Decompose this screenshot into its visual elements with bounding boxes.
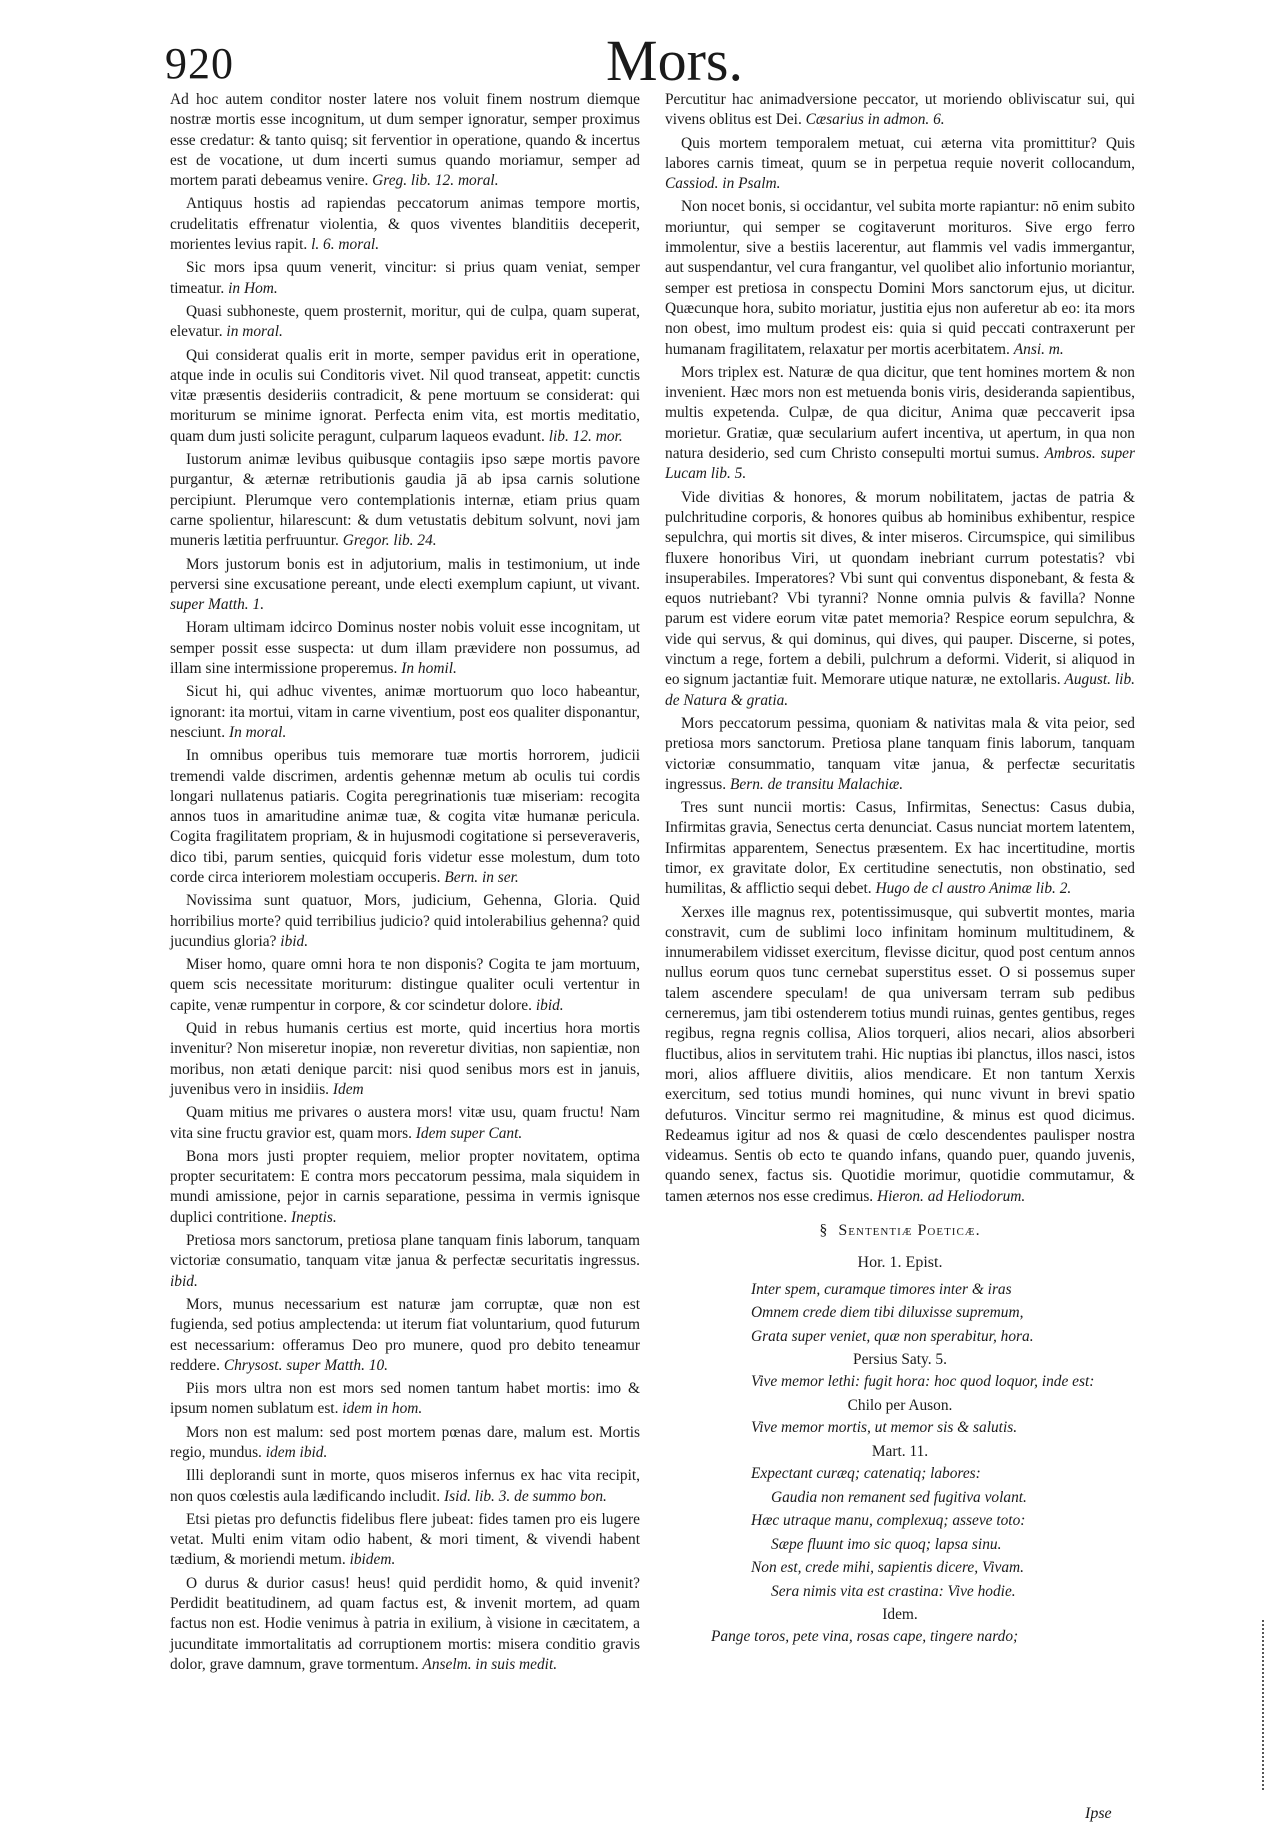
citation: idem in hom.: [342, 1400, 423, 1418]
verse-line: Sæpe fluunt imo sic quoq; lapsa sinu.: [771, 1535, 1002, 1553]
poetry-source: Mart. 11.: [871, 1442, 929, 1460]
paragraph-text: Mors non est malum: sed post mortem pœnas dare, malum est. Mortis regio, mundus.: [170, 1423, 640, 1461]
paragraph-text: Illi deplorandi sunt in morte, quos miseros infernus ex hac vita recipit, non quos cœlestis aula lædificando includit.: [170, 1467, 640, 1505]
paragraph-text: Non nocet bonis, si occidantur, vel subita morte rapiantur: nō enim subito moriuntur, qui semper se cogitaverunt morituros. Sive ergo ferro immolentur, sive a bestiis lacerentur, aut flammis vel vadis immergantur, aut suspendantur, vel cura frangantur, vel quolibet alio infortunio moriantur, semper est pretiosa in conspectu Domini Mors sanctorum ejus, ut dicitur. Quæcunque hora, subito moriatur, justitia ejus non auferetur ab eo: ita mors non obest, imo multum prodest eis: quia si quid peccati contraxerunt per humanam fragilitatem, relaxatur per mortis acerbitatem.: [665, 198, 1135, 358]
citation: ibid.: [170, 1272, 198, 1290]
paragraph-text: Novissima sunt quatuor, Mors, judicium, Gehenna, Gloria. Quid horribilius morte? quid terribilius judicio? quid intolerabilius gehenna? quid jucundius gloria?: [170, 892, 640, 950]
paragraph-text: O durus & durior casus! heus! quid perdidit homo, & quid invenit? Perdidit beatitudinem, ad quam factus est, & invenit mortem, ad quam factus non est. Hodie venimus à patria in exilium, à visione in cæcitatem, a jucunditate immortalitatis ad corruptionem mortis: misera conditio gravis dolor, grave damnum, grave tormentum.: [170, 1574, 640, 1673]
right-column: [665, 90, 1135, 1651]
citation: In moral.: [229, 723, 287, 741]
paragraph: [170, 302, 640, 343]
paragraph-text: Miser homo, quare omni hora te non disponis? Cogita te jam mortuum, quem scis necessitate moriturum: distingue qualiter oculi vertentur in capite, venæ rumpentur in corpore, & cor scindetur dolore.: [170, 956, 640, 1014]
paragraph-text: Etsi pietas pro defunctis fidelibus flere jubeat: fides tamen pro eis lugere vetat. Multi enim vitam odio habent, & mori timent, & vivendi habent tædium, & moriendi metum.: [170, 1510, 640, 1569]
paragraph-text: Qui considerat qualis erit in morte, semper pavidus erit in operatione, atque inde in oculis sui Conditoris vivet. Nil quod transeat, appetit: cunctis vitæ præsentis desideriis contradicit, & pene mortuum se considerat: qui moriturum se minime ignorat. Perfecta enim vita, est mortis meditatio, quam dum justi solicite peragunt, culparum laqueos evadunt.: [170, 346, 640, 445]
paragraph-text: Quid in rebus humanis certius est morte, quid incertius hora mortis invenitur? Non miseretur inopiæ, non reveretur divitias, non sapientiæ, non moribus, non ætati denique parcit: nisi quod senibus mors est in januis, juvenibus vero in insidiis.: [170, 1020, 640, 1098]
paragraph-text: Vide divitias & honores, & morum nobilitatem, jactas de patria & pulchritudine corporis, & honores quibus ab hominibus exhibentur, respice sepulchra, qui mortis sit dives, & inter miseros. Circumspice, qui similibus fluxere honoribus Viri, ut quondam inebriant currum potestatis? vbi insuperabiles. Imperatores? Vbi sunt qui conventus disponebant, & festa & equos nutriebant? Vbi tyranni? Nonne omnia pulvis & favilla? Nonne parum est videre eorum vitæ patet memoria? Respice eorum sepulchra, & vide qui servus, & qui dominus, qui dives, qui pauper. Discerne, si potes, vinctum a rege, fortem a debili, pulchrum a deformi. Viderit, si aliquod in eo signum jactantiæ fuit. Memorare utique naturæ, ne extollaris.: [665, 488, 1135, 689]
citation: Hieron. ad Heliodorum.: [877, 1187, 1026, 1205]
citation: Greg. lib. 12. moral.: [372, 172, 499, 190]
paragraph-text: Pretiosa mors sanctorum, pretiosa plane tanquam finis laborum, tanquam victoriæ consumatio, tanquam vitæ janua & perfectæ securitatis ingressus.: [170, 1232, 640, 1270]
page-edge-bleed: [1262, 1620, 1270, 1790]
paragraph: [665, 363, 1135, 485]
paragraph-text: Quam mitius me privares o austera mors! vitæ usu, quam fructu! Nam vita sine fructu gravior est, quam mors.: [170, 1104, 640, 1142]
paragraph-text: In omnibus operibus tuis memorare tuæ mortis horrorem, judicii tremendi valde discrimen, ardentis gehennæ metum ab oculis tui cordis longari nullatenus patiaris. Cogita peregrinationis tuæ miseriam: recogita annos tuos in amaritudine animæ tuæ, & cogita vitæ humanæ pericula. Cogita fragilitatem propriam, & in hujusmodi cogitatione si perseveraveris, dico tibi, parum senties, quicquid foris videtur esse molestum, dum toto corde circa interiorem molestiam occuperis.: [170, 747, 640, 886]
paragraph-text: Sic mors ipsa quum venerit, vincitur: si prius quam veniat, semper timeatur.: [170, 259, 640, 297]
paragraph: [665, 903, 1135, 1207]
poetry-source: Persius Saty. 5.: [853, 1351, 947, 1369]
poetry-source: Chilo per Auson.: [847, 1396, 953, 1414]
paragraph-text: Mors triplex est. Naturæ de qua dicitur, que tent homines mortem & non invenient. Hæc mors non est metuenda bonis viris, desideranda sapientibus, multis expetenda. Culpæ, de qua dicitur, Anima quæ peccaverit ipsa morietur. Gratiæ, quæ secularium aufert incentiva, ut apertum, in qua non natura desiderio, sed cum Christo consepulti mortui sumus.: [665, 363, 1135, 463]
paragraph-text: Piis mors ultra non est mors sed nomen tantum habet mortis: imo & ipsum nomen sublatum est.: [170, 1380, 640, 1418]
paragraph: [170, 90, 640, 191]
paragraph: [170, 1295, 640, 1376]
paragraph: [170, 1574, 640, 1675]
paragraph-text: Bona mors justi propter requiem, melior propter novitatem, optima propter securitatem: E contra mors peccatorum pessima, mala siquidem in mundi amissione, pejor in carnis separatione, pessima in vermis ignisque duplici contritione.: [170, 1147, 640, 1226]
paragraph-text: Ad hoc autem conditor noster latere nos voluit finem nostrum diemque nostræ mortis esse incognitum, ut dum semper ignoratur, semper proximus esse credatur: & tanto quisq; sit ferventior in operatione, quando & incertus est de vocatione, ut dum incerti sumus quando moriamur, semper ad mortem parati debeamus venire.: [170, 91, 640, 190]
citation: Ansi. m.: [1013, 340, 1064, 358]
verse-line: Expectant curæq; catenatiq; labores:: [751, 1465, 981, 1483]
paragraph: [170, 1510, 640, 1571]
page-number: 920: [165, 39, 234, 88]
verse-line: Vive memor lethi: fugit hora: hoc quod loquor, inde est:: [751, 1373, 1095, 1391]
verse-line: Omnem crede diem tibi diluxisse supremum,: [751, 1304, 1024, 1322]
citation: Idem: [332, 1080, 364, 1098]
citation: August. lib. de Natura & gratia.: [665, 671, 1135, 709]
verse-line: Non est, crede mihi, sapientis dicere, Vivam.: [751, 1559, 1024, 1577]
paragraph: [170, 450, 640, 551]
paragraph: [170, 1466, 640, 1507]
citation: ibid.: [535, 996, 564, 1014]
paragraph: [170, 1103, 640, 1144]
poetry-source: Idem.: [882, 1606, 918, 1624]
paragraph: [170, 1423, 640, 1464]
citation: Cæsarius in admon. 6.: [805, 111, 945, 129]
citation: Cassiod. in Psalm.: [665, 175, 781, 193]
citation: Anselm. in suis medit.: [422, 1655, 558, 1673]
paragraph: [170, 194, 640, 255]
citation: Isid. lib. 3. de summo bon.: [444, 1487, 607, 1505]
citation: in moral.: [226, 323, 283, 341]
paragraph: [170, 555, 640, 616]
paragraph-text: Horam ultimam idcirco Dominus noster nobis voluit esse incognitam, ut semper possit esse suspecta: ut dum illam prævidere non possumus, ad illam sine intermissione properemus.: [170, 619, 640, 678]
paragraph-text: Xerxes ille magnus rex, potentissimusque, qui subvertit montes, maria constravit, cum de sublimi loco infinitam hominum multitudinem, & innumerabilem vidisset exercitum, flevisse dicitur, quod post centum annos nullus eorum quos tunc cernebat superstitus esset. O si possemus super talem ascendere speculam! de qua universam terram sub pedibus cerneremus, jam tibi ostenderem totius mundi ruinas, gentes gentibus, reges regibus, regna regnis collisa, Alios torqueri, alios necari, alios absorberi fluctibus, alios in servitutem trahi. Hic nuptias ibi planctus, illos nasci, istos mori, alios affluere divitiis, alios mendicare. Et non tantum Xerxis exercitum, sed totius mundi homines, qui nunc vivunt in brevi spatio defuturos. Vincitur sermo rei magnitudine, & minus est quod dicimus. Redeamus igitur ad nos & quasi de cœlo descendentes paulisper nostra videamus. Sentis ob ecto te quando infans, quando puer, quando juvenis, quando senex, factus sis. Quotidie morimur, quotidie commutamur, & tamen æternos nos esse credimus.: [665, 903, 1135, 1205]
citation: idem ibid.: [265, 1444, 328, 1461]
citation: ibid.: [280, 932, 309, 950]
citation: l. 6. moral.: [311, 236, 380, 254]
left-column: [170, 90, 640, 1678]
paragraph: [665, 488, 1135, 711]
citation: ibidem.: [349, 1551, 396, 1569]
paragraph: [170, 346, 640, 447]
verse-line: Inter spem, curamque timores inter & iras: [751, 1280, 1012, 1298]
paragraph: [170, 1379, 640, 1420]
paragraph: [170, 955, 640, 1016]
citation: In homil.: [401, 660, 457, 678]
paragraph-text: Mors peccatorum pessima, quoniam & nativitas mala & vita peior, sed pretiosa mors sanctorum. Pretiosa plane tanquam finis laborum, tanquam victoriæ consummatio, tanquam vitæ janua, & perfectæ securitatis ingressus.: [665, 714, 1135, 793]
section-title: Sententiæ Poeticæ.: [838, 1222, 981, 1240]
verse-line: Gaudia non remanent sed fugitiva volant.: [771, 1488, 1027, 1506]
verse-line: Vive memor mortis, ut memor sis & salutis.: [751, 1419, 1018, 1437]
paragraph-text: Mors, munus necessarium est naturæ jam corruptæ, quæ non est fugienda, sed potius amplectenda: ut iterum fiat voluntarium, quod futurum est necessarium: offeramus Deo pro munere, quod pro debito teneamur reddere.: [170, 1295, 640, 1374]
citation: Ambros. super Lucam lib. 5.: [665, 445, 1135, 483]
citation: Bern. in ser.: [444, 868, 519, 886]
paragraph-text: Iustorum animæ levibus quibusque contagiis ipso sæpe mortis pavore purgantur, & æternæ retributionis gaudia jā ab ipsa carnis solutione percipiunt. Plerumque vero contemplationis internæ, etiam prius quam carne spolientur, hilarescunt: & dum vetustatis debitum solvunt, novi jam muneris lætitia perfruuntur.: [170, 451, 640, 550]
citation: super Matth. 1.: [170, 596, 265, 614]
section-heading: [665, 1221, 1135, 1241]
paragraph: [170, 891, 640, 952]
paragraph: [170, 682, 640, 743]
paragraph: [170, 1231, 640, 1292]
paragraph-text: Tres sunt nuncii mortis: Casus, Infirmitas, Senectus: Casus dubia, Infirmitas gravia, Senectus certa denunciat. Casus nunciat mortem latentem, Infirmitas apparentem, Senectus præsentem. Ex hac incertitudine, mortis timor, ex gravitate dolor, Ex certitudine senectutis, non obstinatio, sed humilitas, & afflictio sequi debet.: [665, 799, 1135, 898]
citation: Idem super Cant.: [415, 1124, 523, 1142]
citation: Bern. de transitu Malachiæ.: [730, 775, 904, 793]
paragraph-text: Mors justorum bonis est in adjutorium, malis in testimonium, ut inde perversi sine excusatione pereant, unde electi exemplum capiunt, ut vivant.: [170, 555, 640, 593]
verse-line: Sera nimis vita est crastina: Vive hodie.: [771, 1582, 1016, 1600]
paragraph: [170, 1019, 640, 1100]
paragraph: [665, 714, 1135, 795]
running-head: Mors.: [606, 28, 743, 93]
paragraph: [665, 90, 1135, 131]
paragraph: [170, 618, 640, 679]
paragraph: [665, 134, 1135, 195]
citation: Ineptis.: [290, 1208, 337, 1226]
citation: Chrysost. super Matth. 10.: [223, 1356, 389, 1374]
citation: Hugo de cl austro Animæ lib. 2.: [875, 880, 1072, 898]
verse-line: Pange toros, pete vina, rosas cape, tingere nardo;: [711, 1628, 1019, 1646]
citation: Gregor. lib. 24.: [342, 532, 437, 550]
citation: lib. 12. mor.: [548, 427, 623, 445]
section-mark: §: [819, 1222, 829, 1240]
paragraph: [170, 258, 640, 299]
paragraph-text: Quis mortem temporalem metuat, cui æterna vita promittitur? Quis labores carnis timeat, quum se in perpetua requie noverit collocandum,: [665, 134, 1135, 172]
paragraph: [665, 197, 1135, 359]
catchword: Ipse: [1085, 1805, 1112, 1822]
poetry-source-heading: Hor. 1. Epist.: [857, 1254, 943, 1272]
paragraph-text: Quasi subhoneste, quem prosternit, moritur, qui de culpa, quam superat, elevatur.: [170, 302, 640, 341]
paragraph-text: Percutitur hac animadversione peccator, ut moriendo obliviscatur sui, qui vivens oblitus est Dei.: [665, 91, 1135, 129]
paragraph: [665, 798, 1135, 899]
paragraph: [170, 746, 640, 888]
paragraph-text: Antiquus hostis ad rapiendas peccatorum animas tempore mortis, crudelitatis effrenatur violentia, & quos viventes blanditiis deceperit, morientes levius rapit.: [170, 195, 640, 254]
verse-line: Hæc utraque manu, complexuq; asseve toto:: [751, 1512, 1026, 1530]
citation: in Hom.: [228, 279, 278, 297]
right-column-prose: [665, 90, 1135, 1207]
paragraph: [170, 1147, 640, 1228]
verse-line: Grata super veniet, quæ non sperabitur, hora.: [751, 1327, 1034, 1345]
paragraph-text: Sicut hi, qui adhuc viventes, animæ mortuorum quo loco habeantur, ignorant: ita mortui, vitam in carne viventium, post eos qualiter disponantur, nesciunt.: [170, 683, 640, 741]
